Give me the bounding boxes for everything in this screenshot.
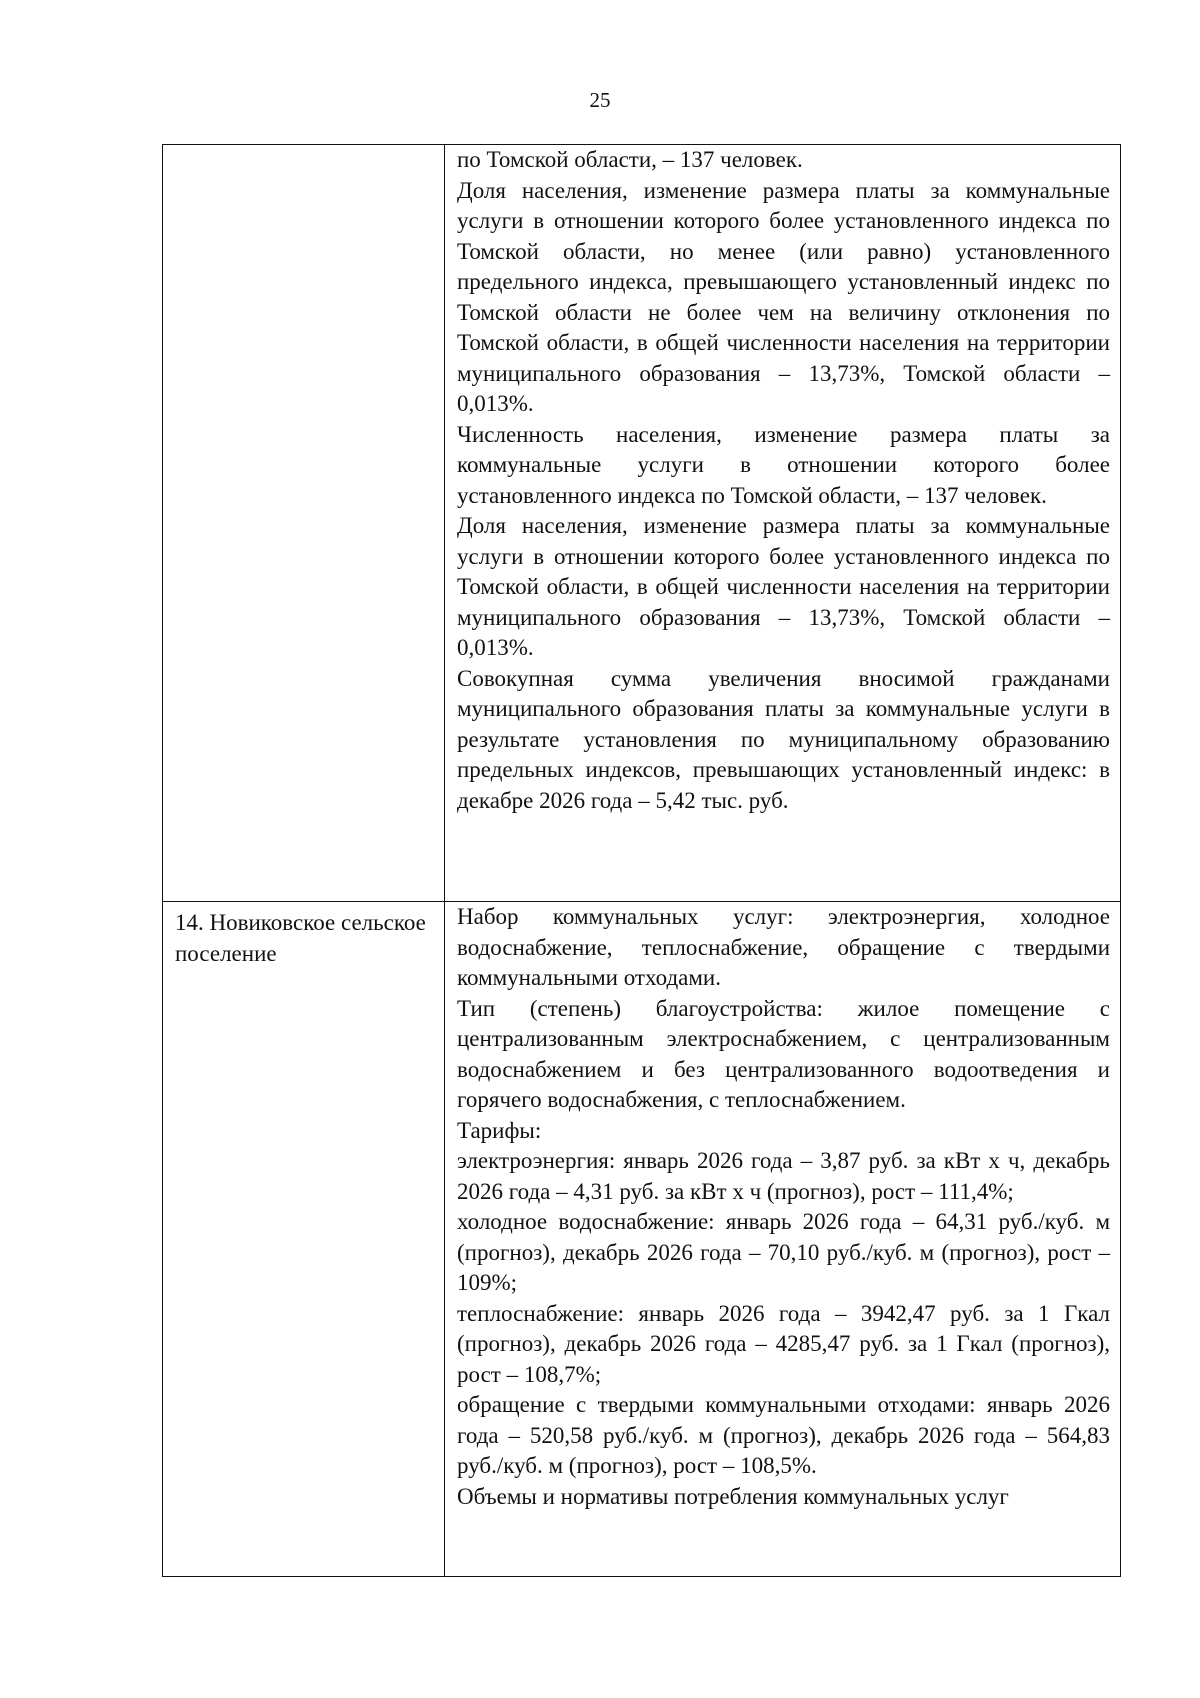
- paragraph: Набор коммунальных услуг: электроэнергия, холодное водоснабжение, теплоснабжение, обращение с твердыми коммунальными отходами.: [457, 904, 1110, 990]
- paragraph: Тарифы:: [457, 1117, 542, 1143]
- page-number: 25: [589, 88, 611, 112]
- paragraph: электроэнергия: январь 2026 года – 3,87 руб. за кВт х ч, декабрь 2026 года – 4,31 руб. за кВт х ч (прогноз), рост – 111,4%;: [457, 1148, 1110, 1204]
- municipality-cell: [163, 145, 445, 902]
- table-row: [163, 145, 1121, 902]
- municipality-label: 14. Новиковское сельское поселение: [175, 910, 426, 966]
- paragraph: по Томской области, – 137 человек.: [457, 147, 803, 172]
- paragraph: Объемы и нормативы потребления коммунальных услуг: [457, 1483, 1009, 1509]
- paragraph: Тип (степень) благоустройства: жилое помещение с централизованным электроснабжением, с централизованным водоснабжением и без централизованного водоотведения и горячего водоснабжения, с теплоснабжением.: [457, 995, 1110, 1112]
- paragraph: Доля населения, изменение размера платы за коммунальные услуги в отношении которого более установленного индекса по Томской области, но менее (или равно) установленного предельного индекса, превышающего установленный индекс по Томской области не более чем на величину отклонения по Томской области, в общей численности населения на территории муниципального образования – 13,73%, Томской области – 0,013%.: [457, 177, 1110, 416]
- municipality-cell: [163, 902, 445, 1577]
- paragraph: Совокупная сумма увеличения вносимой гражданами муниципального образования платы за коммунальные услуги в результате установления по муниципальному образованию предельных индексов, превышающих установленный индекс: в декабре 2026 года – 5,42 тыс. руб.: [457, 665, 1110, 813]
- paragraph: холодное водоснабжение: январь 2026 года – 64,31 руб./куб. м (прогноз), декабрь 2026 года – 70,10 руб./куб. м (прогноз), рост – 109%;: [457, 1209, 1110, 1295]
- municipality-label: [163, 145, 444, 151]
- paragraph: теплоснабжение: январь 2026 года – 3942,47 руб. за 1 Гкал (прогноз), декабрь 2026 года – 4285,47 руб. за 1 Гкал (прогноз), рост – 108,7%;: [457, 1300, 1110, 1387]
- paragraph: Доля населения, изменение размера платы за коммунальные услуги в отношении которого более установленного индекса по Томской области, в общей численности населения на территории муниципального образования – 13,73%, Томской области – 0,013%.: [457, 513, 1110, 660]
- description-cell: [445, 145, 1121, 902]
- document-table: [162, 144, 1121, 1577]
- paragraph: обращение с твердыми коммунальными отходами: январь 2026 года – 520,58 руб./куб. м (прогноз), декабрь 2026 года – 564,83 руб./куб. м (прогноз), рост – 108,5%.: [457, 1392, 1110, 1478]
- description-cell: [445, 902, 1121, 1577]
- table-row: [163, 902, 1121, 1577]
- paragraph: Численность населения, изменение размера платы за коммунальные услуги в отношении которого более установленного индекса по Томской области, – 137 человек.: [457, 421, 1110, 508]
